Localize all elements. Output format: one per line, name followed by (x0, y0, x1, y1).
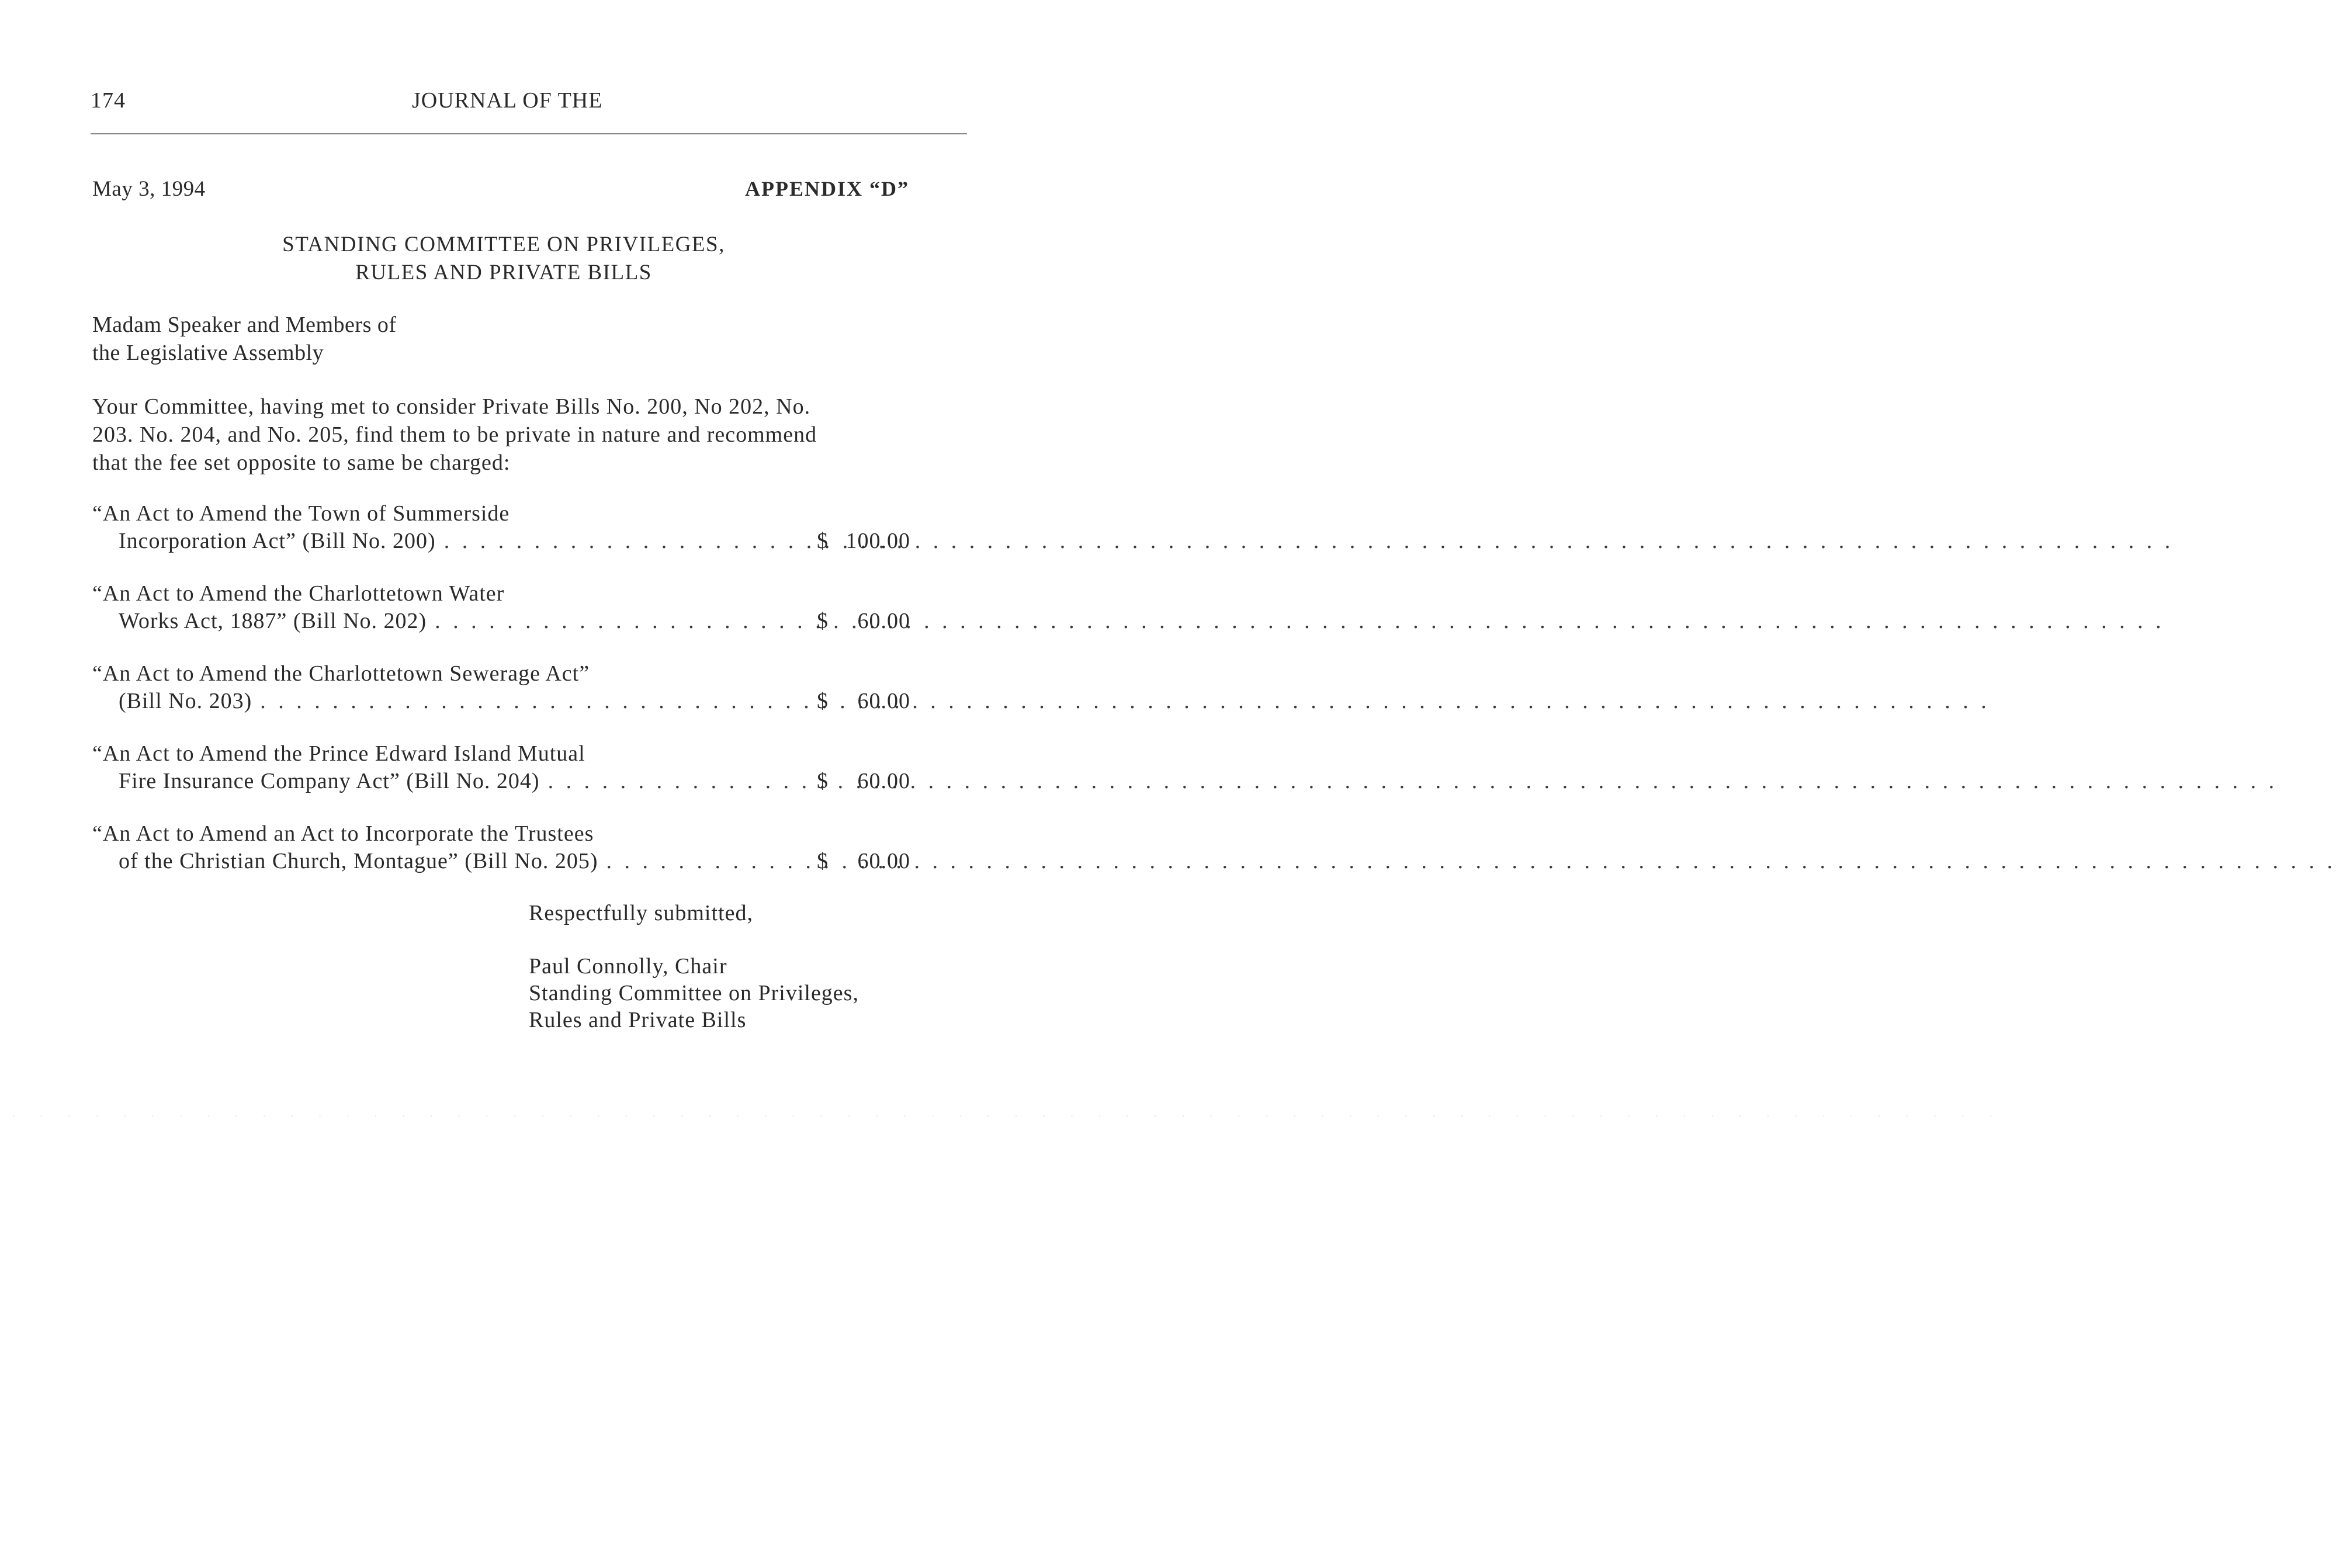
page-number: 174 (91, 88, 126, 113)
bill-title: “An Act to Amend an Act to Incorporate the Trustees (92, 821, 594, 846)
running-header (91, 88, 967, 123)
closing-line: Respectfully submitted, (529, 901, 753, 925)
dot-leader (260, 687, 1990, 715)
salutation (92, 311, 397, 367)
currency-symbol: $ (817, 529, 829, 553)
currency-symbol: $ (817, 849, 829, 873)
fee-amount: 60.00 (857, 849, 910, 873)
fee-amount: 60.00 (857, 609, 910, 633)
fee-amount: 100.00 (845, 529, 910, 553)
dot-leader (444, 527, 2174, 555)
report-date: May 3, 1994 (92, 177, 206, 201)
signatory-title: Rules and Private Bills (529, 1008, 747, 1032)
committee-title (0, 231, 1007, 287)
bill-fee (817, 767, 910, 795)
fee-amount: 60.00 (857, 689, 910, 713)
bill-item (92, 660, 910, 740)
committee-title-line: RULES AND PRIVATE BILLS (355, 261, 652, 285)
bill-title: “An Act to Amend the Prince Edward Island Mutual (92, 741, 585, 766)
bill-fee-list (92, 499, 910, 900)
bill-title: “An Act to Amend the Charlottetown Water (92, 581, 505, 606)
intro-line: 203. No. 204, and No. 205, find them to be private in nature and recommend (92, 422, 817, 447)
journal-title: JOURNAL OF THE (412, 88, 603, 113)
intro-paragraph (92, 393, 910, 477)
currency-symbol: $ (817, 769, 829, 793)
bill-item (92, 740, 910, 820)
header-rule (91, 133, 967, 134)
bill-title-end: Works Act, 1887” (Bill No. 202) (119, 609, 427, 633)
salutation-line: Madam Speaker and Members of (92, 313, 397, 337)
bill-title-end: of the Christian Church, Montague” (Bill No. 205) (119, 849, 598, 873)
salutation-line: the Legislative Assembly (92, 341, 324, 365)
fee-amount: 60.00 (857, 769, 910, 793)
signatory-title: Standing Committee on Privileges, (529, 981, 859, 1005)
bill-title-continuation (119, 527, 826, 555)
signatory-name: Paul Connolly, Chair (529, 954, 727, 979)
intro-line: Your Committee, having met to consider Private Bills No. 200, No 202, No. (92, 394, 811, 419)
dot-leader (435, 607, 2165, 635)
bill-title-end: Incorporation Act” (Bill No. 200) (119, 529, 436, 553)
bill-item (92, 499, 910, 580)
bill-fee (817, 527, 910, 555)
appendix-label: APPENDIX “D” (745, 177, 909, 200)
bill-title-continuation (119, 767, 826, 795)
currency-symbol: $ (817, 689, 829, 713)
bill-title: “An Act to Amend the Charlottetown Sewerage Act” (92, 661, 590, 686)
committee-title-line: STANDING COMMITTEE ON PRIVILEGES, (282, 233, 725, 256)
dot-leader (548, 767, 2278, 795)
scan-artifact-dots: · · · · · · · · · · · · · · · · · · · · · · · · · · · · · · · · · · · · · · · · · · · · · · · · · · · · · · · · · · · · · · · · · · · · · · · · (12, 1110, 2004, 1123)
bill-title-end: Fire Insurance Company Act” (Bill No. 204) (119, 769, 540, 793)
intro-line: that the fee set opposite to same be charged: (92, 450, 511, 475)
bill-title: “An Act to Amend the Town of Summerside (92, 501, 510, 526)
bill-fee (817, 607, 910, 635)
bill-title-continuation (119, 607, 826, 635)
bill-title-continuation (119, 847, 826, 875)
bill-title-continuation (119, 687, 826, 715)
bill-item (92, 820, 910, 900)
bill-fee (817, 687, 910, 715)
bill-fee (817, 847, 910, 875)
bill-title-end: (Bill No. 203) (119, 689, 252, 713)
signature-block (529, 900, 859, 1033)
currency-symbol: $ (817, 609, 829, 633)
bill-item (92, 580, 910, 660)
